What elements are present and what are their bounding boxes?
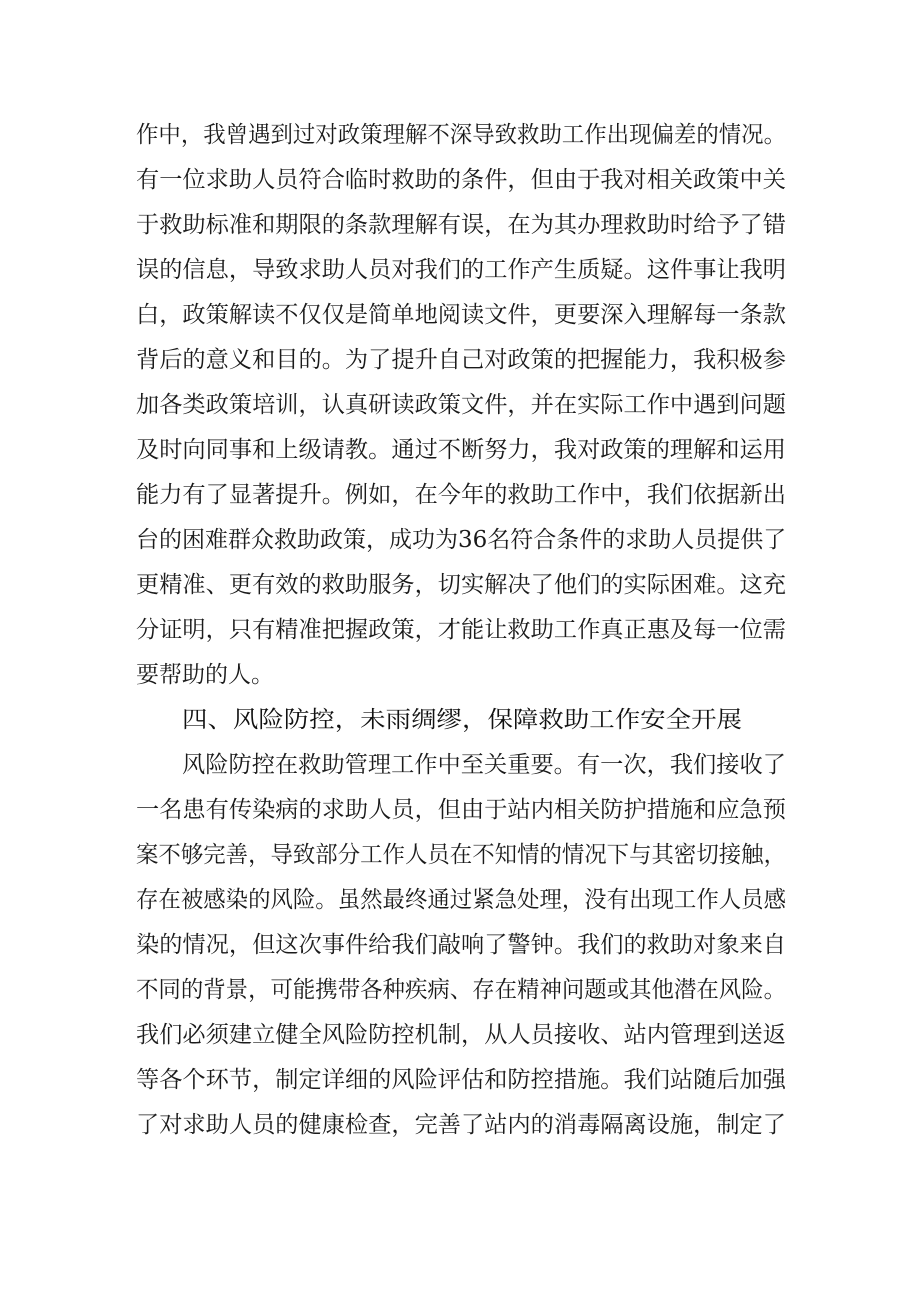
paragraph-line: 存在被感染的风险。虽然最终通过紧急处理，没有出现工作人员感 [136,887,786,913]
paragraph-line: 更精准、更有效的救助服务，切实解决了他们的实际困难。这充 [136,572,786,598]
paragraph-line: 台的困难群众救助政策，成功为36名符合条件的求助人员提供了 [136,527,787,553]
paragraph-line: 一名患有传染病的求助人员，但由于站内相关防护措施和应急预 [136,797,786,823]
paragraph-line: 分证明，只有精准把握政策，才能让救助工作真正惠及每一位需 [136,617,786,643]
paragraph-line: 案不够完善，导致部分工作人员在不知情的情况下与其密切接触， [136,842,786,868]
paragraph-line: 有一位求助人员符合临时救助的条件，但由于我对相关政策中关 [136,167,786,193]
paragraph-line: 作中，我曾遇到过对政策理解不深导致救助工作出现偏差的情况。 [136,122,786,148]
paragraph-line: 于救助标准和期限的条款理解有误，在为其办理救助时给予了错 [136,212,786,238]
paragraph-line: 了对求助人员的健康检查，完善了站内的消毒隔离设施，制定了 [136,1112,786,1138]
paragraph-line: 能力有了显著提升。例如，在今年的救助工作中，我们依据新出 [136,482,786,508]
paragraph-line: 风险防控在救助管理工作中至关重要。有一次，我们接收了 [182,752,786,778]
paragraph-line: 及时向同事和上级请教。通过不断努力，我对政策的理解和运用 [136,437,786,463]
paragraph-line: 白，政策解读不仅仅是简单地阅读文件，更要深入理解每一条款 [136,302,786,328]
paragraph-line: 误的信息，导致求助人员对我们的工作产生质疑。这件事让我明 [136,257,786,283]
paragraph-line: 要帮助的人。 [136,662,274,688]
section-heading: 四、风险防控，未雨绸缪，保障救助工作安全开展 [182,707,742,733]
paragraph-line: 加各类政策培训，认真研读政策文件，并在实际工作中遇到问题 [136,392,786,418]
paragraph-line: 我们必须建立健全风险防控机制，从人员接收、站内管理到送返 [136,1022,786,1048]
paragraph-line: 等各个环节，制定详细的风险评估和防控措施。我们站随后加强 [136,1067,786,1093]
paragraph-line: 背后的意义和目的。为了提升自己对政策的把握能力，我积极参 [136,347,786,373]
paragraph-line: 染的情况，但这次事件给我们敲响了警钟。我们的救助对象来自 [136,932,786,958]
paragraph-line: 不同的背景，可能携带各种疾病、存在精神问题或其他潜在风险。 [136,977,786,1003]
